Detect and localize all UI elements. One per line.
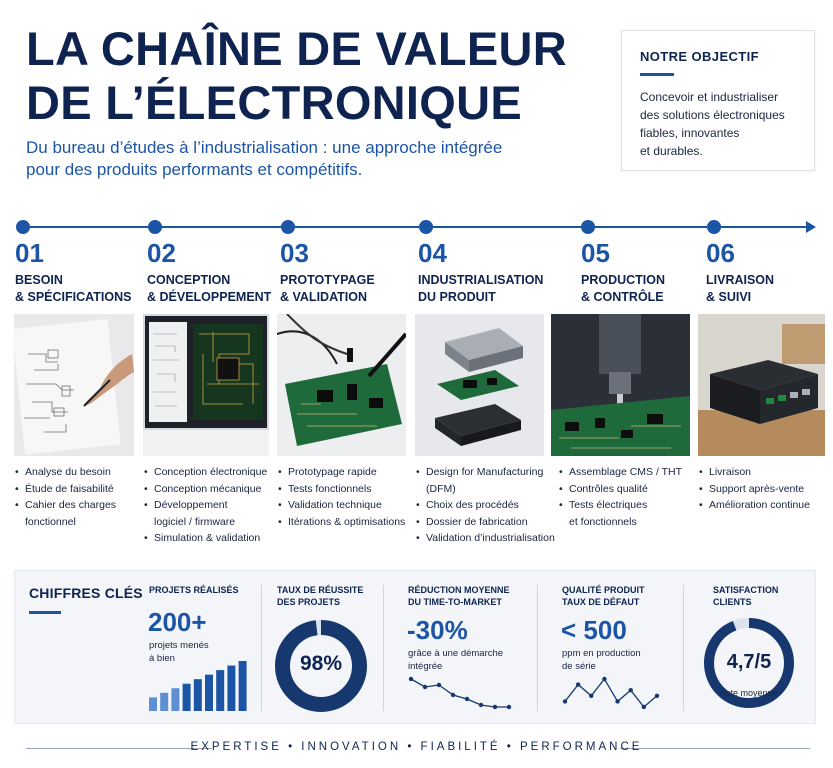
quality-trend-point	[655, 694, 659, 698]
heading-line: DU TIME-TO-MARKET	[408, 597, 502, 607]
step-label-line: & SUIVI	[706, 290, 752, 304]
ttm-heading	[408, 584, 510, 608]
step-label	[15, 272, 131, 306]
quality-trend-chart	[561, 675, 661, 711]
list-item: • Livraison	[698, 464, 810, 481]
projects-bar	[216, 670, 224, 711]
step-label-line: BESOIN	[15, 273, 63, 287]
list-item: • Simulation & validation	[143, 530, 267, 547]
step-label-line: & VALIDATION	[280, 290, 368, 304]
caption-line: intégrée	[408, 661, 443, 672]
satisfaction-value: 4,7/5	[726, 651, 772, 673]
step-5	[581, 238, 665, 306]
satisfaction-heading	[713, 584, 778, 608]
success-heading	[277, 584, 363, 608]
projects-value: 200+	[148, 607, 207, 637]
step-1-bullets	[14, 464, 116, 530]
divider	[683, 585, 684, 711]
caption-line: grâce à une démarche	[408, 648, 504, 659]
list-item: • Itérations & optimisations	[277, 514, 405, 531]
step-number: 04	[418, 238, 447, 268]
step-label-line: & CONTRÔLE	[581, 290, 664, 304]
heading-line: SATISFACTION	[713, 585, 779, 595]
heading-line: RÉDUCTION MOYENNE	[408, 585, 510, 595]
ttm-trend-point	[479, 703, 483, 707]
ttm-trend-point	[423, 685, 427, 689]
quality-trend-point	[563, 699, 567, 703]
subtitle-line-1: Du bureau d’études à l’industrialisation : une approche intégrée	[26, 138, 503, 157]
step-6	[706, 238, 774, 306]
exploded-product-image	[415, 314, 544, 456]
list-item: • Conception mécanique	[143, 481, 267, 498]
timeline-dot	[148, 220, 162, 234]
objective-line: des solutions électroniques	[640, 108, 785, 122]
step-label-line: PRODUCTION	[581, 273, 666, 287]
ttm-trend-point	[507, 705, 511, 709]
step-1	[15, 238, 131, 306]
step-label-line: INDUSTRIALISATION	[418, 273, 544, 287]
timeline-line	[22, 226, 810, 228]
objective-line: et durables.	[640, 144, 703, 158]
timeline-dot	[581, 220, 595, 234]
step-label-line: PROTOTYPAGE	[280, 273, 375, 287]
step-number: 02	[147, 238, 176, 268]
heading-line: QUALITÉ PRODUIT	[562, 585, 645, 595]
list-item: • Cahier des charges	[14, 497, 116, 514]
delivery-box-image	[698, 314, 825, 456]
step-2-bullets	[143, 464, 267, 547]
quality-trend-point	[615, 699, 619, 703]
projects-bar	[149, 697, 157, 711]
objective-text	[640, 88, 798, 160]
list-item: • Support après-vente	[698, 481, 810, 498]
divider	[383, 585, 384, 711]
step-label	[581, 272, 665, 306]
success-value: 98%	[299, 652, 343, 675]
list-item: • Prototypage rapide	[277, 464, 405, 481]
step-label-line: CONCEPTION	[147, 273, 231, 287]
objective-line: Concevoir et industrialiser	[640, 90, 779, 104]
step-label-line: & SPÉCIFICATIONS	[15, 290, 132, 304]
step-3-bullets	[277, 464, 405, 530]
projects-bar	[239, 661, 247, 711]
key-figures-panel	[14, 570, 816, 724]
list-item: • Tests électriques	[558, 497, 682, 514]
title-line-1: LA CHAÎNE DE VALEUR	[26, 22, 567, 75]
projects-bar	[160, 693, 168, 711]
list-item: • Validation technique	[277, 497, 405, 514]
quality-value: < 500	[561, 615, 627, 645]
ttm-trend-line	[411, 679, 509, 707]
list-item: • Développement	[143, 497, 267, 514]
projects-bar	[205, 675, 213, 711]
list-item: logiciel / firmware	[154, 515, 236, 528]
heading-line: DES PROJETS	[277, 597, 341, 607]
step-label	[418, 272, 543, 306]
ttm-trend-point	[493, 705, 497, 709]
list-item: • Conception électronique	[143, 464, 267, 481]
quality-trend-point	[642, 705, 646, 709]
quality-trend-point	[602, 677, 606, 681]
footer-tagline: EXPERTISE • INNOVATION • FIABILITÉ • PERFORMANCE	[190, 741, 643, 753]
list-item: • Analyse du besoin	[14, 464, 116, 481]
list-item: • Contrôles qualité	[558, 481, 682, 498]
step-4-bullets	[415, 464, 555, 547]
ttm-trend-point	[465, 697, 469, 701]
projects-bar-chart	[149, 657, 249, 711]
step-6-bullets	[698, 464, 810, 514]
quality-trend-point	[629, 688, 633, 692]
objective-line: fiables, innovantes	[640, 126, 740, 140]
step-number: 05	[581, 238, 610, 268]
timeline-dot	[419, 220, 433, 234]
divider	[537, 585, 538, 711]
step-number: 03	[280, 238, 309, 268]
list-item: • Design for Manufacturing	[415, 464, 555, 481]
step-4	[418, 238, 543, 306]
list-item: • Validation d’industrialisation	[415, 530, 555, 547]
quality-trend-point	[576, 682, 580, 686]
projects-bar	[227, 666, 235, 711]
list-item: • Étude de faisabilité	[14, 481, 116, 498]
timeline-dot	[281, 220, 295, 234]
step-5-bullets	[558, 464, 682, 530]
step-label	[147, 272, 271, 306]
list-item: • Amélioration continue	[698, 497, 810, 514]
list-item: fonctionnel	[25, 515, 76, 528]
objective-heading: NOTRE OBJECTIF	[640, 49, 759, 64]
projects-bar	[171, 688, 179, 711]
caption-line: de série	[562, 661, 596, 672]
quality-heading	[562, 584, 645, 608]
ttm-caption	[408, 647, 503, 673]
step-number: 06	[706, 238, 735, 268]
key-figures-title: CHIFFRES CLÉS	[29, 585, 143, 601]
step-label-line: LIVRAISON	[706, 273, 775, 287]
caption-line: projets menés	[149, 640, 209, 651]
ttm-trend-point	[451, 693, 455, 697]
ttm-value: -30%	[407, 615, 468, 645]
projects-heading: PROJETS RÉALISÉS	[149, 585, 239, 595]
list-item: • Tests fonctionnels	[277, 481, 405, 498]
ttm-trend-chart	[407, 675, 513, 711]
step-label	[280, 272, 375, 306]
pcb-design-screen-image	[143, 314, 269, 456]
step-label	[706, 272, 774, 306]
objective-card	[621, 30, 815, 171]
caption-line: à bien	[149, 653, 175, 664]
quality-trend-point	[589, 694, 593, 698]
heading-line: CLIENTS	[713, 597, 752, 607]
objective-accent-bar	[640, 73, 674, 76]
list-item: • Choix des procédés	[415, 497, 555, 514]
step-3	[280, 238, 375, 306]
step-number: 01	[15, 238, 44, 268]
caption-line: ppm en production	[562, 648, 641, 659]
assembly-machine-image	[551, 314, 690, 456]
projects-bar	[194, 679, 202, 711]
quality-caption	[562, 647, 641, 673]
page-title	[26, 22, 586, 130]
list-item: • Dossier de fabrication	[415, 514, 555, 531]
step-label-line: & DÉVELOPPEMENT	[147, 290, 272, 304]
projects-bar	[183, 684, 191, 711]
step-2	[147, 238, 271, 306]
list-item: et fonctionnels	[569, 515, 637, 528]
prototype-board-image	[277, 314, 406, 456]
satisfaction-caption: note moyenne	[720, 688, 778, 698]
title-line-2: DE L’ÉLECTRONIQUE	[26, 76, 523, 129]
list-item: • Assemblage CMS / THT	[558, 464, 682, 481]
step-label-line: DU PRODUIT	[418, 290, 496, 304]
ttm-trend-point	[437, 683, 441, 687]
sketch-image	[14, 314, 134, 456]
heading-line: TAUX DE DÉFAUT	[562, 597, 640, 607]
heading-line: TAUX DE RÉUSSITE	[277, 585, 364, 595]
divider	[261, 585, 262, 711]
page-subtitle	[26, 137, 586, 181]
subtitle-line-2: pour des produits performants et compétitifs.	[26, 160, 363, 179]
timeline-dot	[16, 220, 30, 234]
timeline-arrow-icon	[806, 221, 816, 233]
ttm-trend-point	[409, 677, 413, 681]
key-figures-accent-bar	[29, 611, 61, 614]
timeline-dot	[707, 220, 721, 234]
list-item: (DFM)	[426, 482, 456, 495]
